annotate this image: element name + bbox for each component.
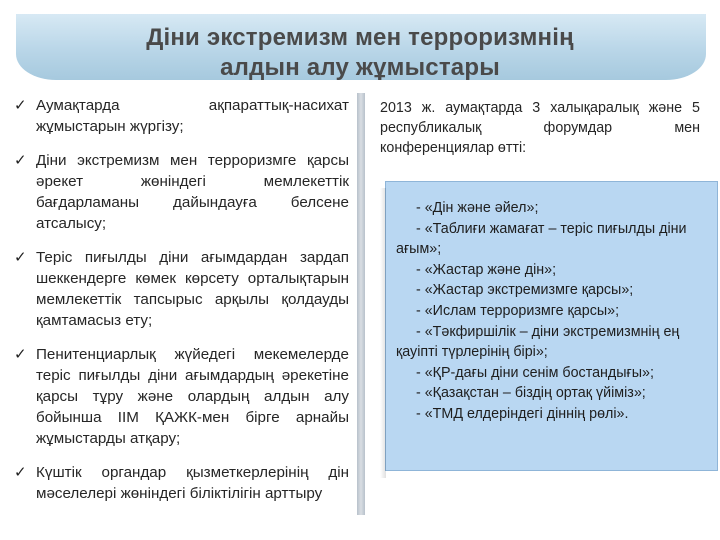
list-item [14,344,349,449]
events-list [386,182,717,425]
check-icon: ✓ [14,346,27,363]
bullet-text: Пенитенциарлық жүйедегі мекемелерде теріс пиғылды діни ағымдардың әрекетіне қарсы тұру және олардың алдын алу бойынша ІІМ ҚАЖК-мен бірге арнайы жұмыстарды атқару; [36,346,349,447]
column-divider [357,93,365,515]
list-item [14,95,349,137]
list-item [14,462,349,504]
bullet-text: Теріс пиғылды діни ағымдардан зардап шеккендерге көмек көрсету орталықтарын мемлекеттік тапсырыс арқылы қолдауды қамтамасыз ету; [36,249,349,329]
list-item: - «Тәкфиршілік – діни экстремизмнің ең қауіпті түрлерінің бірі»; [396,323,680,361]
list-item: - «Жастар экстремизмге қарсы»; [416,282,634,299]
list-item [14,150,349,234]
measures-list [14,95,349,517]
bullet-text: Күштік органдар қызметкерлерінің дін мәселелері жөніндегі біліктілігін арттыру [36,464,349,502]
list-item: - «Ислам терроризмге қарсы»; [416,302,620,319]
slide-title-line-2: алдын алу жұмыстары [220,54,500,81]
check-icon: ✓ [14,249,27,266]
events-intro: 2013 ж. аумақтарда 3 халықаралық және 5 республикалық форумдар мен конференциялар өтті: [380,100,700,156]
bullet-text: Діни экстремизм мен терроризмге қарсы әрекет жөніндегі мемлекеттік бағдарламаны дайындауға белсене атсалысу; [36,152,349,232]
list-item: - «ҚР-дағы діни сенім бостандығы»; [416,364,654,381]
slide-title-line-1: Діни экстремизм мен терроризмнің [146,24,574,51]
check-icon: ✓ [14,464,27,481]
list-item: - «Таблиғи жамағат – теріс пиғылды діни ағым»; [396,220,687,258]
list-item: - «Жастар және дін»; [416,261,557,278]
list-item: - «Қазақстан – біздің ортақ үйіміз»; [416,385,646,402]
check-icon: ✓ [14,97,27,114]
list-item [14,247,349,331]
list-item: - «ТМД елдеріндегі діннің рөлі». [416,405,629,422]
events-box [385,181,718,471]
list-item: - «Дін және әйел»; [416,200,539,216]
check-icon: ✓ [14,152,27,169]
bullet-text: Аумақтарда ақпараттық-насихат жұмыстарын жүргізу; [36,97,349,135]
